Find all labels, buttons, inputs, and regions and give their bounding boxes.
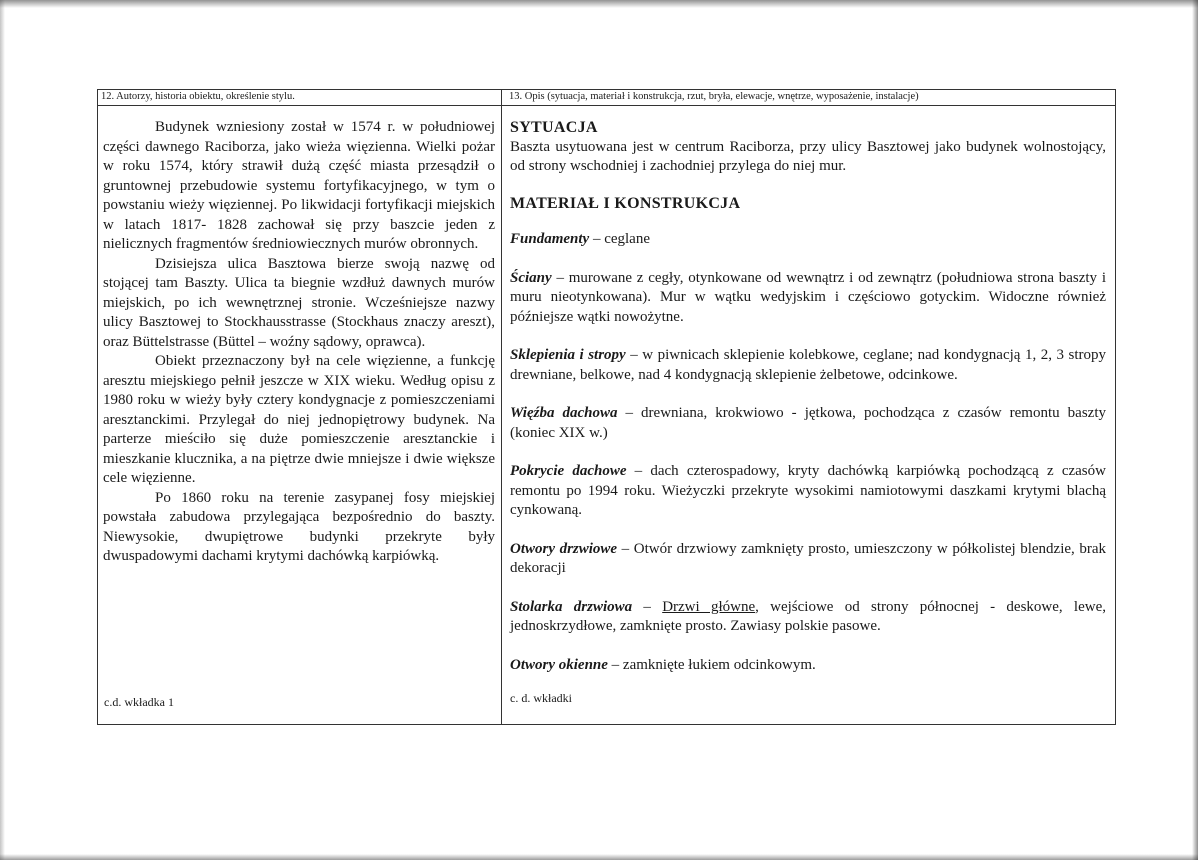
item-text: – zamknięte łukiem odcinkowym. [607, 656, 816, 673]
item-underlined-text: Drzwi główne [662, 598, 756, 615]
history-column [98, 90, 502, 724]
scan-edge-right [1192, 0, 1198, 860]
item-label: Więźba dachowa [510, 405, 618, 421]
item-label: Otwory drzwiowe [510, 540, 618, 557]
scan-edge-bottom [0, 854, 1198, 860]
item-label: Pokrycie dachowe [510, 463, 627, 479]
description-text [510, 118, 1106, 675]
history-paragraph: Po 1860 roku na terenie zasypanej fosy miejskiej powstała zabudowa przylegająca bezpośrednio do baszty. Niewysokie, dwupiętrowe budynki przekryte były dwuspadowymi dachami krytymi dachówką karpiówką. [103, 489, 495, 564]
description-continuation-note: c. d. wkładki [510, 691, 572, 705]
history-paragraph: Dzisiejsza ulica Basztowa bierze swoją nazwę od stojącej tam Baszty. Ulica ta biegnie wzdłuż dawnych murów miejskich, po ich wewnętrznej stronie. Wcześniejsze nazwy ulicy Basztowej to Stockhausstrasse (Stockhaus znaczy areszt), oraz Büttelstrasse (Büttel – woźny sądowy, oprawca). [103, 255, 495, 350]
history-text [103, 118, 495, 567]
description-header: 13. Opis (sytuacja, materiał i konstrukcja, rzut, bryła, elewacje, wnętrze, wyposażenie, instalacje) [502, 90, 1115, 106]
item-roofing [510, 462, 1106, 521]
item-text: – drewniana, krokwiowo - jętkowa, pochodząca z czasów remontu baszty (koniec XIX w.) [510, 405, 1106, 441]
situation-heading: SYTUACJA [510, 119, 598, 136]
item-text: – murowane z cegły, otynkowane od wewnątrz i od zewnątrz (południowa strona baszty i muru nieotynkowana). Mur w wątku wedyjskim i częściowo gotyckim. Widoczne również późniejsze wątki nowożytne. [510, 269, 1106, 325]
item-foundations [510, 230, 1106, 250]
item-label: Otwory okienne [510, 656, 608, 673]
item-label: Sklepienia i stropy [510, 347, 626, 363]
item-vaults [510, 346, 1106, 385]
item-text-prefix: – [632, 598, 663, 615]
item-label: Stolarka drzwiowa [510, 598, 633, 615]
item-text: – Otwór drzwiowy zamknięty prosto, umieszczony w półkolistej blendzie, brak dekoracji [510, 540, 1107, 576]
material-heading: MATERIAŁ I KONSTRUKCJA [510, 194, 741, 212]
scan-edge-left [0, 0, 5, 860]
history-paragraph: Obiekt przeznaczony był na cele więzienne, a funkcję aresztu miejskiego pełnił jeszcze w XIX wieku. Według opisu z 1980 roku w wieży były cztery kondygnacje z pomieszczeniami aresztanckimi. Przylegał do niej jednopiętrowy budynek. Na parterze mieściło się duże pomieszczenie aresztanckie i mieszkanie klucznika, a na piętrze dwie mniejsze i dwie większe cele więzienne. [103, 353, 495, 486]
item-walls [510, 269, 1106, 328]
item-text: – ceglane [589, 231, 650, 247]
item-text: – dach czterospadowy, kryty dachówką karpiówką pochodzącą z czasów remontu po 1994 roku. Wieżyczki przekryte wysokimi namiotowymi daszkami krytymi blachą cynkowaną. [510, 463, 1106, 518]
situation-text: Baszta usytuowana jest w centrum Raciborza, przy ulicy Basztowej jako budynek wolnostojący, od strony wschodniej i zachodniej przylega do niej mur. [510, 138, 1106, 174]
item-windows [510, 656, 1106, 676]
item-text: – w piwnicach sklepienie kolebkowe, ceglane; nad kondygnacją 1, 2, 3 stropy drewniane, belkowe, nad 4 kondygnacją sklepienie żelbetowe, odcinkowe. [510, 347, 1106, 383]
item-label: Fundamenty [510, 231, 590, 247]
record-form-table [97, 89, 1116, 725]
history-continuation-note: c.d. wkładka 1 [104, 695, 174, 709]
item-door-openings [510, 540, 1106, 579]
history-header: 12. Autorzy, historia obiektu, określenie stylu. [98, 90, 501, 106]
item-door-joinery [510, 598, 1106, 637]
item-label: Ściany [510, 269, 552, 286]
scan-edge-top [0, 0, 1198, 8]
description-column [502, 90, 1115, 724]
item-truss [510, 404, 1106, 443]
history-paragraph: Budynek wzniesiony został w 1574 r. w południowej części dawnego Raciborza, jako wieża więzienna. Wielki pożar w roku 1574, który strawił dużą część miasta przesądził o gruntownej przebudowie systemu fortyfikacyjnego, w tym o powstaniu wieży więziennej. Po likwidacji fortyfikacji miejskich w latach 1817- 1828 zachował się przy baszcie jeden z nielicznych fragmentów średniowiecznych murów obronnych. [103, 119, 495, 252]
item-text: , wejściowe od strony północnej - deskowe, lewe, jednoskrzydłowe, zamknięte prosto. Zawiasy polskie pasowe. [510, 598, 1106, 634]
